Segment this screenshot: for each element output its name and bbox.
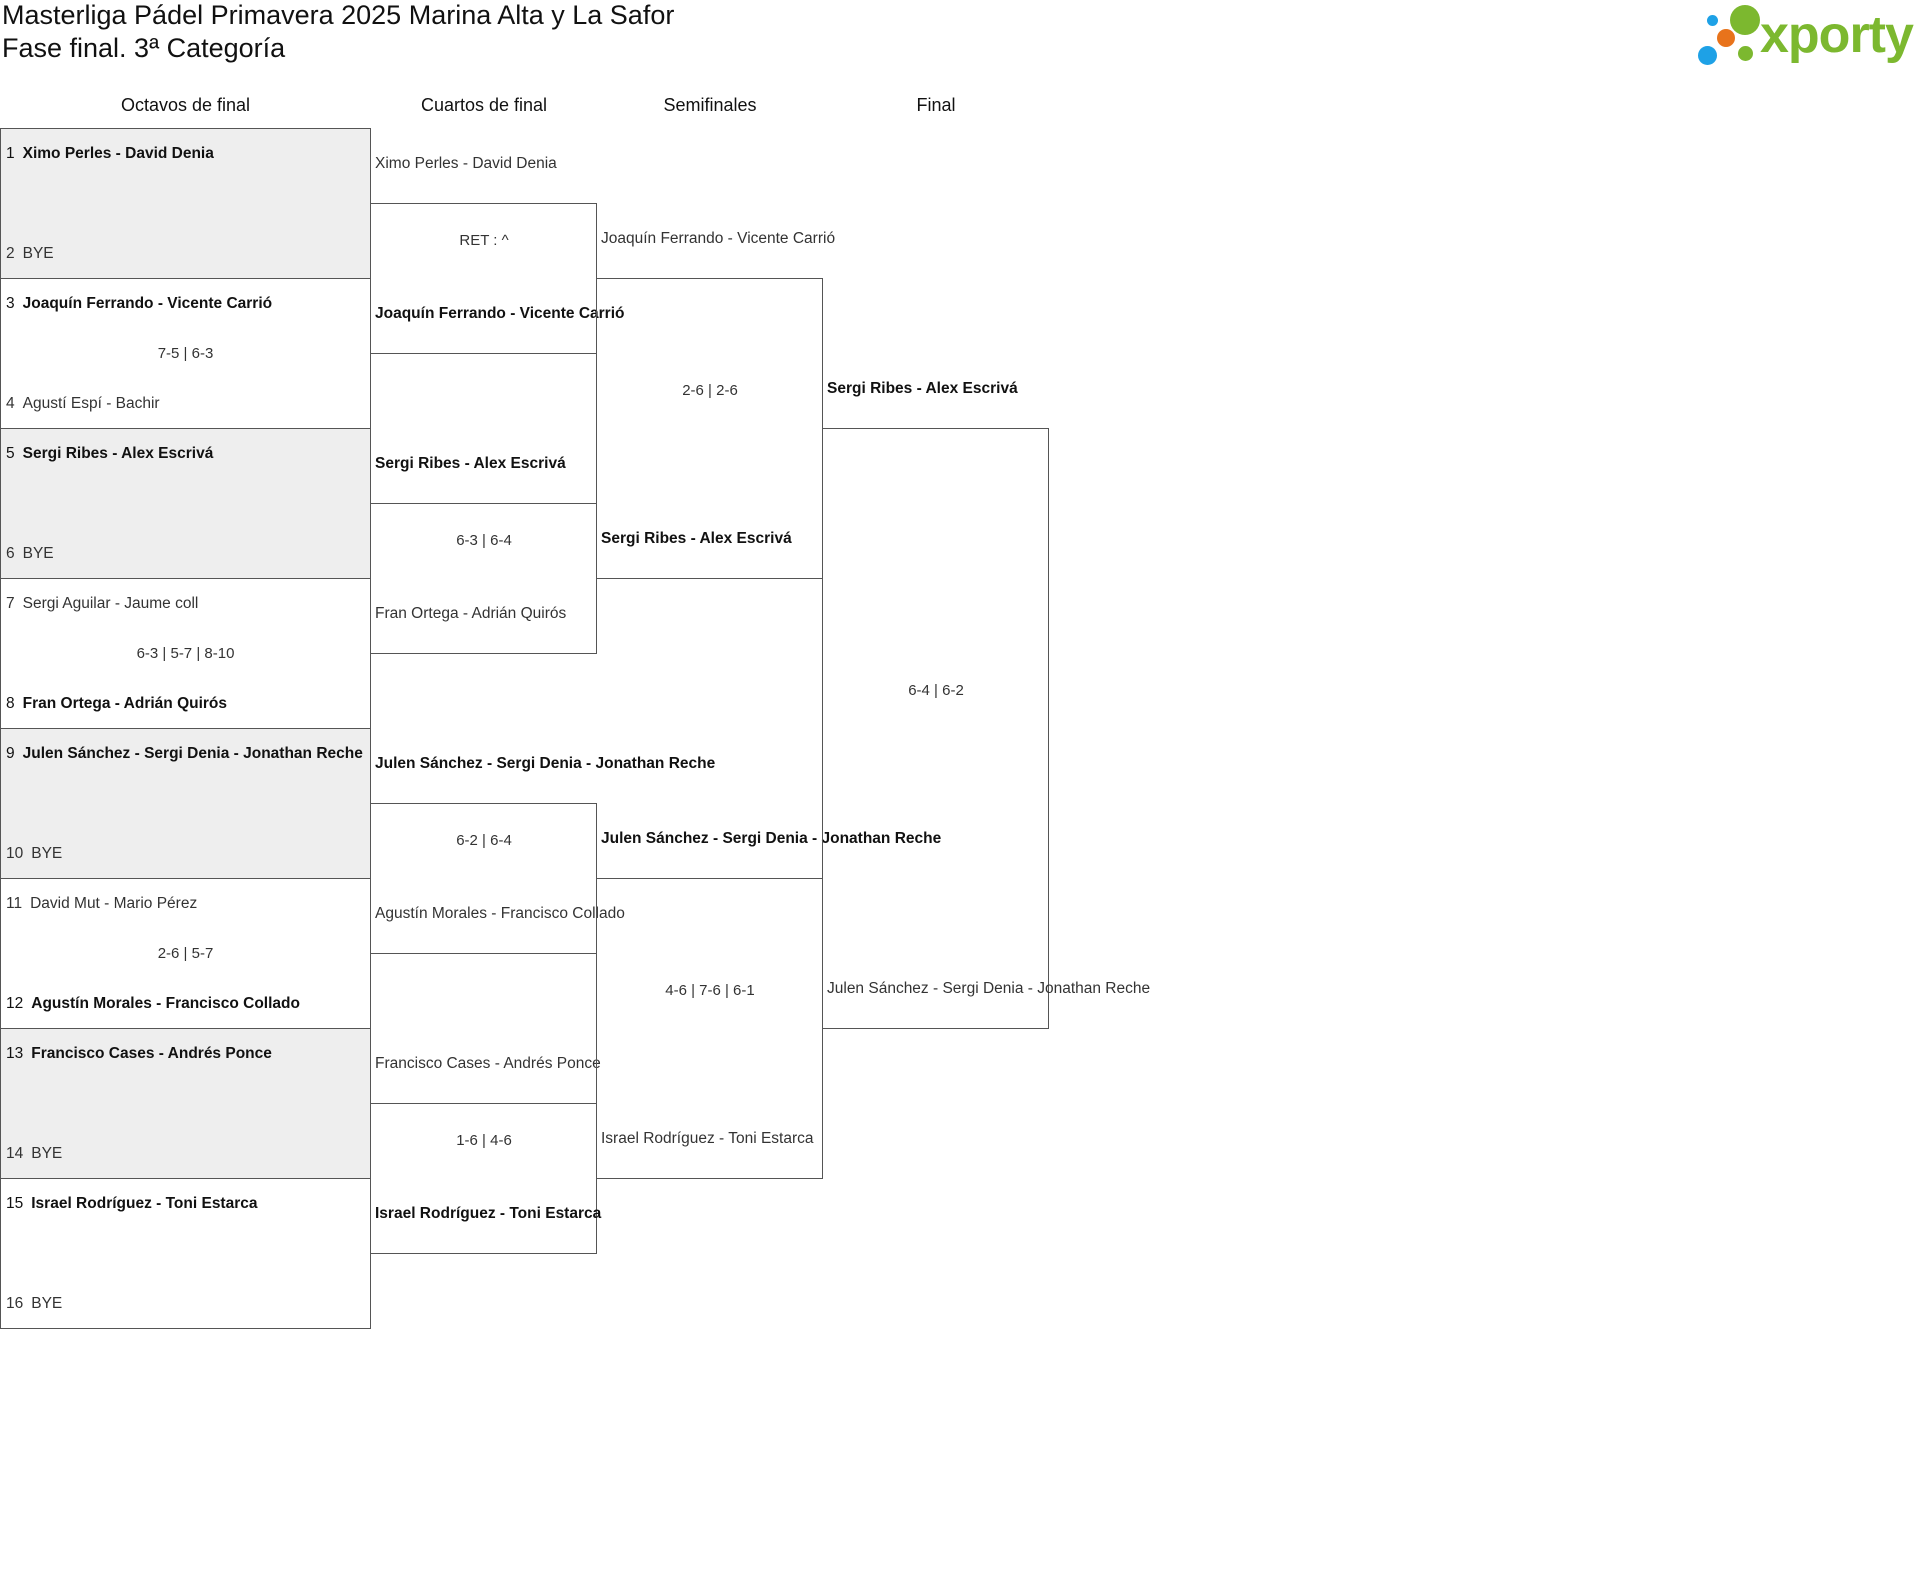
team-name: Sergi Ribes - Alex Escrivá: [22, 445, 214, 462]
team-slot[interactable]: [6, 895, 369, 913]
match-score: RET : ^: [459, 232, 509, 249]
seed-number: 1: [6, 145, 15, 162]
team-slot[interactable]: Francisco Cases - Andrés Ponce: [375, 1055, 601, 1072]
team-name: David Mut - Mario Pérez: [30, 895, 198, 912]
team-slot[interactable]: Agustín Morales - Francisco Collado: [375, 905, 625, 922]
seed-number: 9: [6, 745, 15, 762]
team-slot[interactable]: Israel Rodríguez - Toni Estarca: [375, 1205, 602, 1222]
team-name: Agustí Espí - Bachir: [22, 395, 160, 412]
seed-number: 14: [6, 1145, 24, 1162]
page-title: Masterliga Pádel Primavera 2025 Marina Alta y La Safor: [2, 0, 675, 30]
round-header-octavos: Octavos de final: [120, 95, 251, 115]
seed-number: 11: [6, 895, 23, 912]
team-slot[interactable]: [6, 845, 369, 863]
seed-number: 8: [6, 695, 15, 712]
team-slot[interactable]: Fran Ortega - Adrián Quirós: [375, 605, 567, 622]
team-slot[interactable]: [6, 295, 369, 313]
team-name: Fran Ortega - Adrián Quirós: [22, 695, 228, 712]
team-slot[interactable]: [6, 995, 369, 1013]
team-name: Ximo Perles - David Denia: [22, 145, 214, 162]
team-slot[interactable]: [6, 1045, 369, 1063]
team-name: BYE: [31, 1145, 63, 1162]
round-header-final: Final: [916, 95, 956, 115]
logo-wordmark: xporty: [1760, 6, 1913, 64]
team-name: BYE: [31, 1295, 63, 1312]
team-slot[interactable]: [6, 1145, 369, 1163]
team-slot[interactable]: [6, 395, 369, 413]
page-subtitle: Fase final. 3ª Categoría: [2, 33, 286, 63]
xporty-logo[interactable]: [1695, 0, 1920, 68]
final-match: [822, 428, 1151, 1029]
seed-number: 7: [6, 595, 15, 612]
team-slot[interactable]: [6, 695, 369, 713]
seed-number: 16: [6, 1295, 24, 1312]
team-name: Israel Rodríguez - Toni Estarca: [31, 1195, 258, 1212]
team-slot[interactable]: Sergi Ribes - Alex Escrivá: [375, 455, 566, 472]
team-name: Joaquín Ferrando - Vicente Carrió: [22, 295, 273, 312]
logo-dot-orange: [1717, 29, 1735, 47]
team-slot[interactable]: Sergi Ribes - Alex Escrivá: [601, 530, 792, 547]
team-slot[interactable]: [6, 545, 369, 563]
seed-number: 13: [6, 1045, 24, 1062]
team-slot[interactable]: [6, 245, 369, 263]
match-score: 1-6 | 4-6: [456, 1132, 512, 1149]
round-header-cuartos: Cuartos de final: [420, 95, 548, 115]
team-slot[interactable]: Ximo Perles - David Denia: [375, 155, 557, 172]
seed-number: 5: [6, 445, 15, 462]
logo-dot-blue-large: [1698, 46, 1717, 65]
cuartos-match-2: [370, 503, 597, 654]
logo-dot-green-small: [1738, 46, 1753, 61]
team-name: Francisco Cases - Andrés Ponce: [31, 1045, 272, 1062]
team-name: Sergi Aguilar - Jaume coll: [22, 595, 199, 612]
seed-number: 4: [6, 395, 15, 412]
match-score: 6-2 | 6-4: [456, 832, 512, 849]
team-slot[interactable]: [6, 1295, 369, 1313]
seed-number: 3: [6, 295, 15, 312]
team-slot[interactable]: Joaquín Ferrando - Vicente Carrió: [375, 305, 625, 322]
team-slot[interactable]: Julen Sánchez - Sergi Denia - Jonathan Reche: [375, 755, 716, 772]
team-slot[interactable]: Joaquín Ferrando - Vicente Carrió: [601, 230, 836, 247]
match-score: 7-5 | 6-3: [157, 345, 214, 362]
team-name: BYE: [31, 845, 63, 862]
team-slot[interactable]: Julen Sánchez - Sergi Denia - Jonathan Reche: [827, 980, 1151, 997]
team-slot[interactable]: [6, 595, 369, 613]
match-score: 6-4 | 6-2: [908, 682, 964, 699]
team-name: BYE: [22, 245, 54, 262]
team-name: BYE: [22, 545, 54, 562]
match-score: 2-6 | 5-7: [157, 945, 214, 962]
match-score: 2-6 | 2-6: [682, 382, 738, 399]
cuartos-match-3: [370, 803, 625, 954]
seed-number: 6: [6, 545, 15, 562]
team-slot[interactable]: [6, 145, 369, 163]
seed-number: 12: [6, 995, 24, 1012]
team-slot[interactable]: Julen Sánchez - Sergi Denia - Jonathan Reche: [601, 830, 942, 847]
team-slot[interactable]: Sergi Ribes - Alex Escrivá: [827, 380, 1018, 397]
seed-number: 15: [6, 1195, 24, 1212]
team-slot[interactable]: [6, 1195, 369, 1213]
cuartos-match-1: [370, 203, 625, 354]
logo-dot-green-large: [1730, 5, 1760, 35]
seed-number: 2: [6, 245, 15, 262]
logo-dot-blue-small: [1707, 15, 1718, 26]
seed-number: 10: [6, 845, 24, 862]
match-score: 4-6 | 7-6 | 6-1: [665, 982, 755, 999]
team-slot[interactable]: [6, 445, 369, 463]
team-name: Julen Sánchez - Sergi Denia - Jonathan Reche: [22, 745, 363, 762]
match-score: 6-3 | 6-4: [456, 532, 512, 549]
match-score: 6-3 | 5-7 | 8-10: [136, 645, 235, 662]
team-slot[interactable]: Israel Rodríguez - Toni Estarca: [601, 1130, 814, 1147]
cuartos-match-4: [370, 1103, 602, 1254]
round-header-semifinales: Semifinales: [663, 95, 757, 115]
team-name: Agustín Morales - Francisco Collado: [31, 995, 300, 1012]
team-slot[interactable]: [6, 745, 370, 763]
